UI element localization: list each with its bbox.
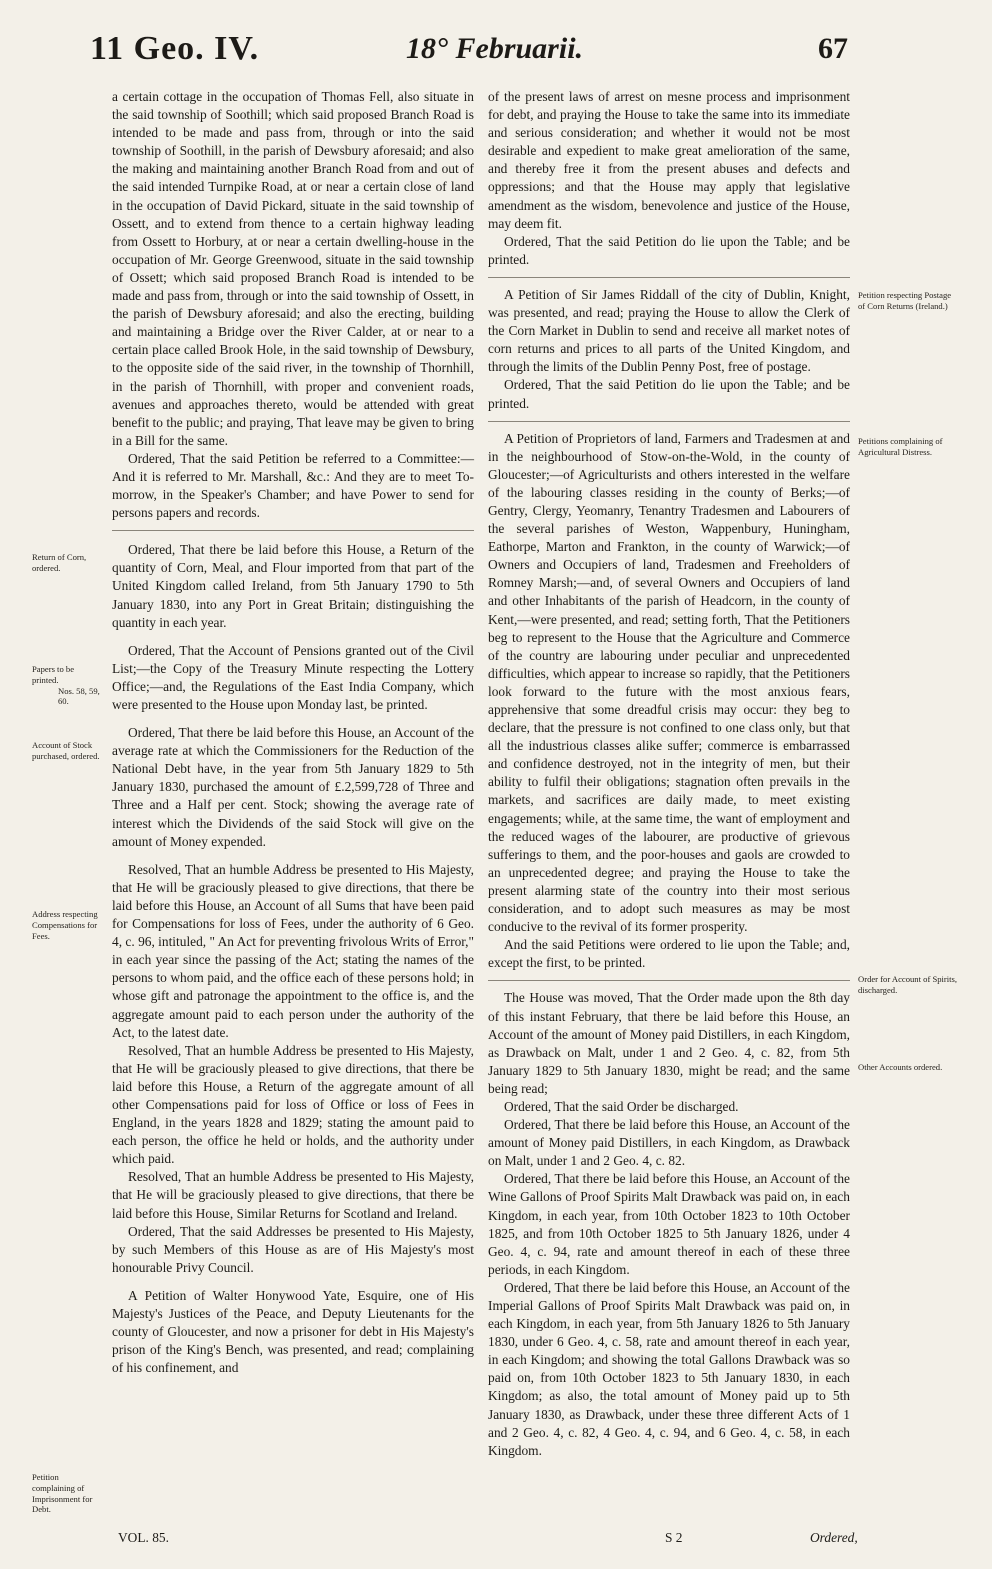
paragraph: of the present laws of arrest on mesne process and imprisonment for debt, and praying the House to take the same into its immediate and serious consideration; and whether it would not be most desirable and expedient to make great amelioration of the same, and thereby free it from the present abuses and defects and oppressions; and that the House may apply that legislative amendment as the wisdom, benevolence and justice of the House, may deem fit.	[488, 89, 850, 231]
paragraph: Ordered, That there be laid before this House, an Account of the Imperial Gallons of Proof Spirits Malt Drawback was paid on, in each Kingdom, in each year, from 5th January 1826 to 5th January 1830, under 6 Geo. 4, c. 58, rate and amount thereof in each year, in each Kingdom; and showing the total Gallons Drawback was so paid on, from 10th October 1823 to 5th January 1830, in each Kingdom; as also, the total amount of Money paid up to 5th January 1830, as Drawback, under these three different Acts of 1 and 2 Geo. 4, c. 82, 4 Geo. 4, c. 94, and 6 Geo. 4, c. 58, in each Kingdom.	[488, 1279, 850, 1458]
margin-note-petitions-distress: Petitions complaining of Agricultural Distress.	[858, 436, 943, 457]
session-date: 18° Februarii.	[406, 32, 584, 65]
paragraph: Ordered, That the said Petition be referred to a Committee:—And it is referred to Mr. Marshall, &c.: And they are to meet To-morrow, in the Speaker's Chamber; and have Power to send for persons papers and records.	[112, 450, 474, 521]
paragraph: A Petition of Sir James Riddall of the city of Dublin, Knight, was presented, and read; praying the House to allow the Clerk of the Corn Market in Dublin to send and receive all market notes of corn returns and prices to all parts of the United Kingdom, and through the limits of the Dublin Penny Post, free of postage.	[488, 286, 850, 375]
margin-note-other-accounts: Other Accounts ordered.	[858, 1062, 943, 1072]
right-column	[488, 88, 850, 1460]
page-header	[90, 18, 960, 78]
regnal-year: 11 Geo. IV.	[90, 30, 260, 67]
paragraph: And the said Petitions were ordered to lie upon the Table; and, except the first, to be printed.	[488, 937, 850, 971]
paragraph: Ordered, That the said Petition do lie upon the Table; and be printed.	[488, 233, 850, 267]
paragraph: A Petition of Walter Honywood Yate, Esquire, one of His Majesty's Justices of the Peace, and Deputy Lieutenants for the county of Gloucester, and now a prisoner for debt in His Majesty's prison of the King's Bench, was presented, and read; complaining of his confinement, and	[112, 1287, 474, 1376]
paragraph: Resolved, That an humble Address be presented to His Majesty, that He will be graciously pleased to give directions, that there be laid before this House, Similar Returns for Scotland and Ireland.	[112, 1169, 474, 1221]
paragraph: a certain cottage in the occupation of Thomas Fell, also situate in the said township of Soothill; which said proposed Branch Road is intended to be made and pass from, through or into the said township of Soothill, in the parish of Dewsbury aforesaid; and also the making and maintaining another Branch Road from and out of the said intended Turnpike Road, at or near a certain close of land in the occupation of David Pickard, situate in the said township of Ossett, and to extend from thence to a certain highway leading from Ossett to Horbury, at or near a certain dwelling-house in the occupation of Mr. George Greenwood, situate in the said township of Ossett; which said proposed Branch Road is intended to be made and pass from, through or into the said township of Ossett, in the parish of Dewsbury aforesaid; and also the erecting, building and maintaining a Bridge over the River Calder, at or near to a certain place called Brook Hole, in the said township of Dewsbury, to the opposite side of the said river, in the township of Thornhill, in the parish of Thornhill, with proper and convenient roads, avenues and approaches thereto, would be attended with great benefit to the public; and praying, That leave may be given to bring in a Bill for the same.	[112, 89, 474, 448]
catchword: Ordered,	[810, 1530, 858, 1545]
page-number: 67	[818, 32, 848, 65]
signature-mark: S 2	[665, 1530, 683, 1545]
margin-note-petition-imprisonment: Petition complaining of Imprisonment for Debt.	[32, 1472, 93, 1515]
margin-note-account-stock: Account of Stock purchased, ordered.	[32, 740, 100, 761]
paragraph: Ordered, That the said Petition do lie upon the Table; and be printed.	[488, 377, 850, 411]
left-column	[112, 88, 474, 1377]
divider	[488, 980, 850, 981]
divider	[488, 421, 850, 422]
margin-note-petition-postage: Petition respecting Postage of Corn Returns (Ireland.)	[858, 290, 952, 311]
paragraph: A Petition of Proprietors of land, Farmers and Tradesmen at and in the neighbourhood of Stow-on-the-Wold, in the county of Gloucester;—of Agriculturists and others interested in the welfare of the labouring classes residing in the county of Berks;—of Gentry, Clergy, Yeomanry, Tenantry Tradesmen and Labourers of the several parishes of Weston, Wappenbury, Huningham, Eathorpe, Marton and Frankton, in the county of Warwick;—of Owners and Occupiers of land, Tradesmen and Freeholders of Romney Marsh;—and, of several Owners and Occupiers of land and other Inhabitants of the parish of Headcorn, in the county of Kent,—were presented, and read; setting forth, That the Petitioners beg to represent to the House that the Agriculture and Commerce of the country are labouring under peculiar and unprecedented difficulties, which appear to increase so rapidly, that the Petitioners look forward to the future with the most anxious fears, apprehensive that some dreadful crisis may occur: they beg to declare, that the pressure is not confined to one class only, but that all the industrious classes alike suffer; commerce is embarrassed and confidence destroyed, not in the integrity of men, but their ability to fulfil their obligations; stagnation often prevails in the markets, and sacrifices are daily made, to meet existing engagements; while, at the same time, the want of employment and the reduced wages of the labourer, are productive of grievous sufferings to them, and the poor-houses and gaols are crowded to an unprecedented degree; and praying the House to take the present alarming state of the country into their most serious consideration, and to adopt such measures as may be most conducive to the revival of its former prosperity.	[488, 430, 850, 935]
margin-note-nos: Nos. 58, 59, 60.	[58, 685, 100, 707]
margin-note-text: Papers to be printed.	[32, 664, 75, 685]
paragraph: The House was moved, That the Order made upon the 8th day of this instant February, that there be laid before this House, an Account of the amount of Money paid Distillers, in each Kingdom, as Drawback on Malt, under 1 and 2 Geo. 4, c. 82, from 5th January 1829 to 5th January 1830, might be read; and the same being read;	[488, 990, 850, 1096]
paragraph: Ordered, That there be laid before this House, a Return of the quantity of Corn, Meal, and Flour imported from that part of the United Kingdom called Ireland, from 5th January 1790 to 5th January 1830, into any Port in Great Britain; distinguishing the quantity in each year.	[112, 542, 474, 630]
margin-note-order-discharged: Order for Account of Spirits, discharged.	[858, 974, 958, 995]
paragraph: Ordered, That there be laid before this House, an Account of the amount of Money paid Distillers, in each Kingdom, as Drawback on Malt, under 1 and 2 Geo. 4, c. 82.	[488, 1117, 850, 1169]
paragraph: Ordered, That there be laid before this House, an Account of the average rate at which the Commissioners for the Reduction of the National Debt have, in the year from 5th January 1829 to 5th January 1830, purchased the amount of £.2,599,728 of Three and Three and a Half per cent. Stock; showing the average rate of interest which the Dividends of the said Stock will give on the amount of Money expended.	[112, 725, 474, 849]
page-footer	[112, 1530, 962, 1550]
paragraph: Ordered, That the said Order be discharged.	[504, 1098, 739, 1114]
paragraph: Ordered, That the Account of Pensions granted out of the Civil List;—the Copy of the Treasury Minute respecting the Lottery Office;—and, the Regulations of the East India Company, which were presented to the House upon Monday last, be printed.	[112, 642, 474, 712]
volume-mark: VOL. 85.	[118, 1530, 169, 1545]
paragraph: Resolved, That an humble Address be presented to His Majesty, that He will be graciously pleased to give directions, that there be laid before this House, an Account of all Sums that have been paid for Compensations for loss of Fees, under the authority of 6 Geo. 4, c. 96, intituled, " An Act for preventing frivolous Writs of Error," in each year since the passing of the Act; stating the names of the persons to whom paid, and the office each of these persons hold; in whose gift and patronage the appointment to the office is, and the aggregate amount paid to each person under the authority of the Act, to the latest date.	[112, 861, 474, 1040]
paragraph: Ordered, That the said Addresses be presented to His Majesty, by such Members of this House as are of His Majesty's most honourable Privy Council.	[112, 1223, 474, 1275]
margin-note-address-fees: Address respecting Compensations for Fees.	[32, 909, 98, 941]
margin-note-papers-printed	[32, 664, 100, 707]
paragraph: Ordered, That there be laid before this House, an Account of the Wine Gallons of Proof Spirits Malt Drawback was paid on, in each Kingdom, in each year, from 10th October 1823 to 10th October 1825, and from 10th October 1825 to 5th January 1826, under 4 Geo. 4, c. 94, rate and amount thereof in each of these three periods, in each Kingdom.	[488, 1171, 850, 1277]
paragraph: Resolved, That an humble Address be presented to His Majesty, that He will be graciously pleased to give directions, that there be laid before this House, a Return of the aggregate amount of all other Compensations paid for loss of Office or loss of Fees in England, in the years 1828 and 1829; stating the amount paid to each person, the office he held or holds, and the authority under which paid.	[112, 1042, 474, 1167]
margin-note-return-corn: Return of Corn, ordered.	[32, 552, 87, 573]
divider	[488, 277, 850, 278]
divider	[112, 530, 474, 531]
